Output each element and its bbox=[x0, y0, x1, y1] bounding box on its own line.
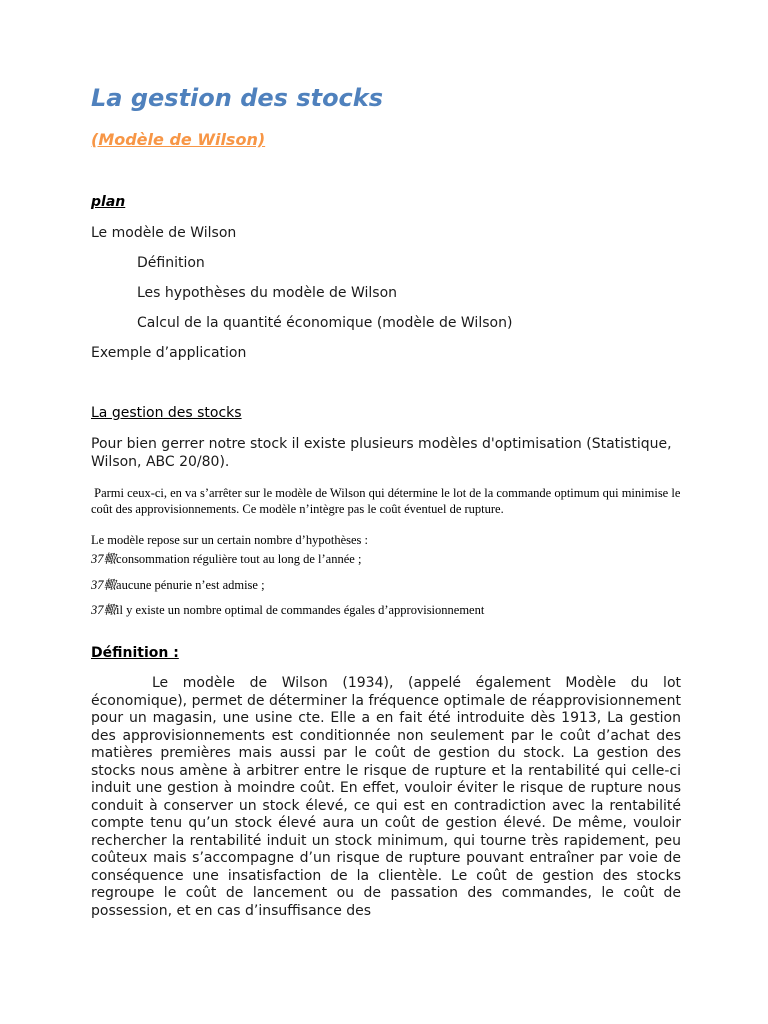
definition-paragraph: Le modèle de Wilson (1934), (appelé également Modèle du lot économique), permet de déterminer la fréquence optimale de réapprovisionnement pour un magasin, une usine cte. Elle a en fait été introduite dès 1913, La gestion des approvisionnements est conditionnée non seulement par le coût d’achat des matières premières mais aussi par le coût de gestion du stock. La gestion des stocks nous amène à arbitrer entre le risque de rupture et la rentabilité qui celle-ci induit une gestion à moindre coût. En effet, vouloir éviter le risque de rupture nous conduit à conserver un stock élevé, ce qui est en contradiction avec la rentabilité compte tenu qu’un stock élevé aura un coût de gestion élevé. De même, vouloir rechercher la rentabilité induit un stock minimum, qui tourne très rapidement, peu coûteux mais s’accompagne d’un risque de rupture pouvant entraîner par voie de conséquence une insatisfaction de la clientèle. Le coût de gestion des stocks regroupe le coût de lancement ou de passation des commandes, le coût de possession, et en cas d’insuffisance des bbox=[91, 675, 681, 919]
hypothesis-item bbox=[91, 600, 484, 618]
hypothesis-text: consommation régulière tout au long de l’année ; bbox=[116, 552, 362, 566]
plan-heading: plan bbox=[91, 194, 126, 210]
hypothesis-item bbox=[91, 549, 361, 567]
section-heading-definition: Définition : bbox=[91, 645, 179, 661]
bullet-mark: 37輙 bbox=[91, 603, 117, 617]
hypothesis-item bbox=[91, 575, 265, 593]
plan-item-wilson-model: Le modèle de Wilson bbox=[91, 225, 237, 241]
hypothesis-text: aucune pénurie n’est admise ; bbox=[116, 578, 265, 592]
document-subtitle: (Modèle de Wilson) bbox=[91, 130, 266, 149]
bullet-mark: 37輙 bbox=[91, 552, 117, 566]
stocks-serif-paragraph: Parmi ceux-ci, en va s’arrêter sur le modèle de Wilson qui détermine le lot de la commande optimum qui minimise le coût des approvisionnements. Ce modèle n’intègre pas le coût éventuel de rupture. bbox=[91, 486, 684, 516]
hypotheses-intro: Le modèle repose sur un certain nombre d’hypothèses : bbox=[91, 533, 368, 547]
bullet-mark: 37輙 bbox=[91, 578, 117, 592]
hypothesis-text: il y existe un nombre optimal de commandes égales d’approvisionnement bbox=[116, 603, 485, 617]
stocks-intro-paragraph: Pour bien gerrer notre stock il existe plusieurs modèles d'optimisation (Statistique, Wilson, ABC 20/80). bbox=[91, 436, 672, 470]
plan-item-example: Exemple d’application bbox=[91, 345, 247, 361]
plan-item-hypotheses: Les hypothèses du modèle de Wilson bbox=[137, 285, 398, 301]
plan-item-calculation: Calcul de la quantité économique (modèle de Wilson) bbox=[137, 315, 513, 331]
section-heading-stocks: La gestion des stocks bbox=[91, 405, 242, 421]
document-title: La gestion des stocks bbox=[91, 84, 384, 112]
plan-item-definition: Définition bbox=[137, 255, 205, 271]
